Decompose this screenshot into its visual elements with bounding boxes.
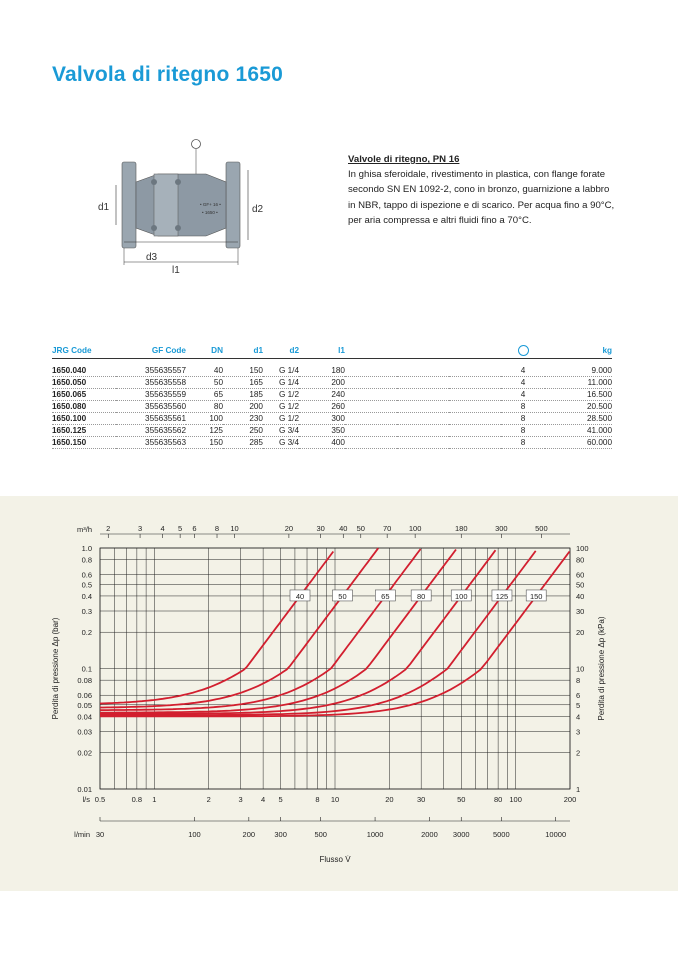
cell-empty [345, 401, 397, 413]
table-row [52, 413, 612, 425]
axis-m3h-tick: 3 [137, 524, 143, 533]
axis-m3h-tick: 10 [230, 524, 239, 533]
cell-dn: 80 [186, 401, 223, 413]
table-row [52, 377, 612, 389]
axis-m3h-label: m³/h [77, 525, 92, 534]
cell-l1: 200 [299, 377, 345, 389]
y-right-tick: 60 [576, 570, 585, 580]
y-right-tick: 20 [576, 628, 585, 638]
axis-ls-tick: 1 [152, 795, 157, 804]
cell-l1: 300 [299, 413, 345, 425]
y-right-tick: 100 [576, 544, 589, 553]
y-left-label: Perdita di pressione Δp (bar) [51, 617, 60, 720]
cell-bolts: 8 [501, 437, 545, 449]
cell-empty [397, 359, 449, 377]
table-row [52, 425, 612, 437]
y-right-label: Perdita di pressione Δp (kPa) [597, 616, 606, 721]
cell-empty [397, 389, 449, 401]
y-right-tick: 3 [576, 727, 581, 737]
axis-ls-tick: 50 [457, 795, 466, 804]
cell-kg: 11.000 [545, 377, 612, 389]
header-d1: d1 [223, 344, 263, 359]
axis-m3h-tick: 4 [160, 524, 165, 533]
axis-ls-tick: 3 [238, 795, 243, 804]
cell-jrg-code: 1650.050 [52, 377, 116, 389]
axis-lmin-tick: 2000 [421, 830, 438, 839]
cell-kg: 16.500 [545, 389, 612, 401]
cell-dn: 150 [186, 437, 223, 449]
y-left-tick: 0.6 [81, 570, 92, 580]
cell-empty [397, 413, 449, 425]
cell-empty [449, 425, 501, 437]
axis-m3h-tick: 30 [316, 524, 325, 533]
series-label: 40 [295, 591, 305, 601]
axis-m3h-tick: 5 [178, 524, 183, 533]
y-left-tick: 0.05 [77, 700, 92, 710]
cell-bolts: 4 [501, 359, 545, 377]
cell-dn: 125 [186, 425, 223, 437]
page-title: Valvola di ritegno 1650 [52, 63, 284, 86]
y-left-tick: 0.5 [81, 580, 92, 590]
cell-empty [397, 377, 449, 389]
y-left-tick: 0.08 [77, 676, 92, 686]
header-jrg-code: JRG Code [52, 344, 116, 359]
cell-kg: 9.000 [545, 359, 612, 377]
cell-gf-code: 355635557 [116, 359, 186, 377]
y-right-tick: 5 [576, 700, 581, 710]
header-bolt-circle-icon [501, 344, 545, 359]
axis-lmin-tick: 3000 [452, 830, 470, 839]
cell-empty [345, 359, 397, 377]
axis-m3h-tick: 70 [382, 524, 392, 533]
description-heading: Valvole di ritegno, PN 16 [348, 154, 460, 165]
cell-d2: G 1/2 [263, 413, 299, 425]
table-row [52, 437, 612, 449]
d2-label: d2 [252, 204, 264, 215]
axis-ls-tick: 200 [563, 795, 577, 804]
axis-lmin-tick: 300 [274, 830, 287, 839]
axis-lmin-tick: 1000 [366, 830, 384, 839]
axis-ls-label: l/s [82, 795, 90, 804]
header-l1: l1 [299, 344, 345, 359]
cell-d1: 200 [223, 401, 263, 413]
cell-empty [345, 413, 397, 425]
cell-jrg-code: 1650.040 [52, 359, 116, 377]
header-gf-code: GF Code [116, 344, 186, 359]
y-left-tick: 0.03 [77, 727, 92, 737]
cell-gf-code: 355635558 [116, 377, 186, 389]
axis-lmin-tick: 500 [314, 830, 327, 839]
axis-ls-tick: 0.5 [94, 795, 106, 804]
series-curve-125 [100, 551, 536, 715]
axis-m3h-tick: 2 [106, 524, 111, 533]
y-left-tick: 0.06 [77, 691, 92, 701]
cell-empty [345, 377, 397, 389]
y-right-tick: 10 [576, 664, 585, 674]
y-right-tick: 50 [576, 580, 585, 590]
series-curve-65 [100, 549, 421, 710]
y-right-tick: 80 [576, 555, 585, 565]
series-label: 80 [417, 591, 426, 601]
cell-d1: 185 [223, 389, 263, 401]
series-label: 65 [381, 591, 390, 601]
axis-lmin-tick: 30 [95, 830, 105, 839]
cell-d2: G 1/4 [263, 377, 299, 389]
cell-jrg-code: 1650.065 [52, 389, 116, 401]
description-body: In ghisa sferoidale, rivestimento in plastica, con flange forate secondo SN EN 1092-2, cono in bronzo, guarnizione a labbro in NBR, tappo di ispezione e di scarico. Per acqua fino a 90°C, per aria compressa e altri fluidi fino a 70°C. [348, 169, 615, 226]
cell-empty [345, 437, 397, 449]
cell-d2: G 3/4 [263, 437, 299, 449]
cell-kg: 41.000 [545, 425, 612, 437]
series-curve-40 [100, 552, 333, 704]
cell-kg: 20.500 [545, 401, 612, 413]
cell-d2: G 3/4 [263, 425, 299, 437]
axis-lmin-tick: 100 [188, 830, 201, 839]
cell-d2: G 1/2 [263, 401, 299, 413]
y-left-tick: 0.04 [77, 712, 92, 722]
y-right-tick: 4 [576, 712, 581, 722]
cell-empty [345, 425, 397, 437]
cell-bolts: 4 [501, 389, 545, 401]
cell-empty [397, 401, 449, 413]
cell-d1: 285 [223, 437, 263, 449]
axis-ls-tick: 80 [493, 795, 503, 804]
cell-l1: 240 [299, 389, 345, 401]
svg-text:• GF+ 16 •: • GF+ 16 • [200, 202, 221, 207]
y-left-tick: 0.1 [81, 664, 92, 674]
axis-m3h-tick: 180 [454, 524, 468, 533]
cell-gf-code: 355635561 [116, 413, 186, 425]
x-axis-label: Flusso V̇ [319, 855, 351, 864]
cell-empty [449, 437, 501, 449]
cell-empty [449, 401, 501, 413]
cell-d2: G 1/2 [263, 389, 299, 401]
cell-d1: 230 [223, 413, 263, 425]
axis-lmin-tick: 5000 [492, 830, 510, 839]
cell-jrg-code: 1650.150 [52, 437, 116, 449]
pressure-loss-chart [0, 496, 678, 891]
series-label: 100 [454, 591, 468, 601]
table-row [52, 359, 612, 377]
axis-ls-tick: 5 [278, 795, 283, 804]
y-left-tick: 0.01 [77, 785, 92, 794]
cell-bolts: 4 [501, 377, 545, 389]
y-right-tick: 6 [576, 691, 581, 701]
y-right-tick: 30 [576, 607, 585, 617]
cell-empty [449, 413, 501, 425]
y-left-tick: 0.8 [81, 555, 92, 565]
cell-jrg-code: 1650.125 [52, 425, 116, 437]
cell-jrg-code: 1650.100 [52, 413, 116, 425]
cell-empty [449, 389, 501, 401]
axis-m3h-tick: 20 [284, 524, 294, 533]
axis-ls-tick: 8 [315, 795, 320, 804]
y-right-tick: 8 [576, 676, 581, 686]
cell-empty [397, 437, 449, 449]
d1-label: d1 [98, 202, 110, 213]
header-dn: DN [186, 344, 223, 359]
cell-bolts: 8 [501, 413, 545, 425]
cell-empty [397, 425, 449, 437]
table-row [52, 401, 612, 413]
cell-empty [345, 389, 397, 401]
series-label: 50 [338, 591, 347, 601]
cell-gf-code: 355635562 [116, 425, 186, 437]
series-label: 150 [529, 591, 543, 601]
svg-text:• 1650 •: • 1650 • [202, 210, 218, 215]
y-right-tick: 2 [576, 748, 581, 758]
axis-m3h-tick: 300 [495, 524, 508, 533]
cell-dn: 65 [186, 389, 223, 401]
axis-lmin-tick: 10000 [545, 830, 567, 839]
axis-m3h-tick: 40 [339, 524, 348, 533]
valve-drawing [88, 130, 278, 280]
cell-gf-code: 355635560 [116, 401, 186, 413]
d3-label: d3 [146, 252, 158, 263]
cell-dn: 40 [186, 359, 223, 377]
cell-empty [449, 377, 501, 389]
cell-d2: G 1/4 [263, 359, 299, 377]
axis-m3h-tick: 8 [214, 524, 220, 533]
header-kg: kg [545, 344, 612, 359]
axis-ls-tick: 20 [385, 795, 394, 804]
cell-gf-code: 355635563 [116, 437, 186, 449]
header-d2: d2 [263, 344, 299, 359]
cell-d1: 250 [223, 425, 263, 437]
cell-jrg-code: 1650.080 [52, 401, 116, 413]
axis-ls-tick: 4 [261, 795, 266, 804]
cell-bolts: 8 [501, 425, 545, 437]
cell-d1: 150 [223, 359, 263, 377]
axis-m3h-tick: 500 [535, 524, 548, 533]
table-row [52, 389, 612, 401]
product-table [52, 344, 612, 449]
y-right-tick: 40 [576, 591, 585, 601]
axis-ls-tick: 2 [206, 795, 211, 804]
y-left-tick: 0.2 [81, 628, 92, 638]
right-flange [226, 162, 240, 248]
cell-gf-code: 355635559 [116, 389, 186, 401]
cell-kg: 28.500 [545, 413, 612, 425]
series-label: 125 [495, 591, 509, 601]
y-left-tick: 0.02 [77, 748, 92, 758]
product-description [348, 152, 618, 228]
l1-label: l1 [172, 265, 180, 276]
axis-ls-tick: 0.8 [131, 795, 143, 804]
axis-ls-tick: 30 [417, 795, 426, 804]
cell-l1: 180 [299, 359, 345, 377]
axis-ls-tick: 10 [330, 795, 340, 804]
axis-lmin-label: l/min [74, 830, 90, 839]
cell-kg: 60.000 [545, 437, 612, 449]
cell-bolts: 8 [501, 401, 545, 413]
cell-d1: 165 [223, 377, 263, 389]
cell-empty [449, 359, 501, 377]
y-left-tick: 0.4 [81, 591, 92, 601]
series-curve-50 [100, 548, 378, 707]
axis-m3h-tick: 50 [356, 524, 365, 533]
cell-dn: 50 [186, 377, 223, 389]
axis-m3h-tick: 100 [408, 524, 422, 533]
y-left-tick: 1.0 [81, 544, 92, 553]
cell-l1: 350 [299, 425, 345, 437]
cell-l1: 400 [299, 437, 345, 449]
cell-dn: 100 [186, 413, 223, 425]
left-flange [122, 162, 136, 248]
axis-m3h-tick: 6 [192, 524, 197, 533]
cell-l1: 260 [299, 401, 345, 413]
y-right-tick: 1 [576, 785, 581, 794]
inspection-plug-icon [192, 140, 201, 149]
axis-ls-tick: 100 [509, 795, 522, 804]
y-left-tick: 0.3 [81, 607, 92, 617]
axis-lmin-tick: 200 [242, 830, 256, 839]
